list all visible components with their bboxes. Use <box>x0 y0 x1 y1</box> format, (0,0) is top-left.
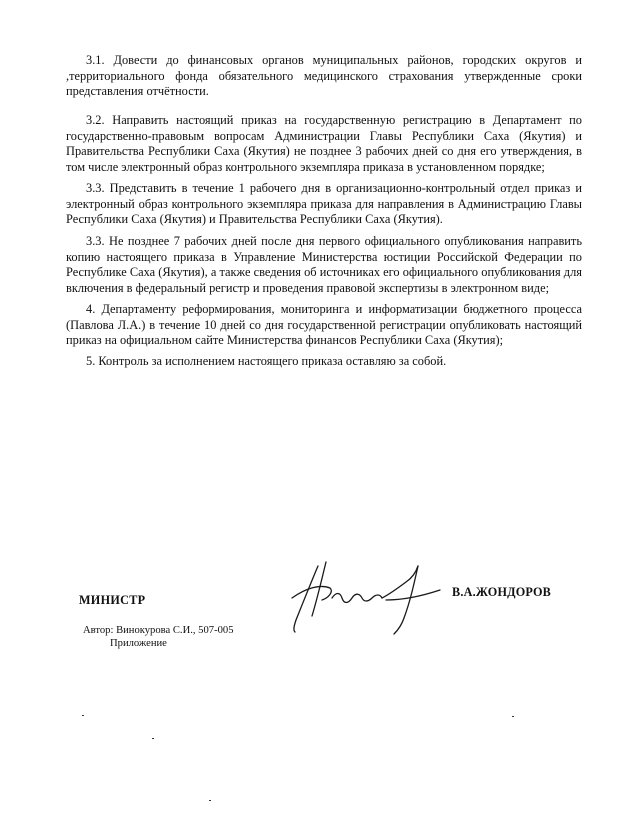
paragraph-3-3-publish: 3.3. Не позднее 7 рабочих дней после дня первого официального опубликования направить копию настоящего приказа в Управление Министерства юстиции Российской Федерации по Республике Саха (Якутия), а также сведения об источниках его официального опубликования для включения в федеральный регистр и проведения правовой экспертизы в электронном виде; <box>66 234 582 295</box>
paragraph-3-1: 3.1. Довести до финансовых органов муниципальных районов, городских округов и ,территориального фонда обязательного медицинского страхования утвержденные сроки представления отчётности. <box>66 53 582 99</box>
paragraph-4: 4. Департаменту реформирования, мониторинга и информатизации бюджетного процесса (Павлова Л.А.) в течение 10 дней со дня государственной регистрации опубликовать настоящий приказ на официальном сайте Министерства финансов Республики Саха (Якутия); <box>66 302 582 348</box>
handwritten-signature-icon <box>282 558 452 638</box>
paragraph-5: 5. Контроль за исполнением настоящего приказа оставляю за собой. <box>86 354 447 368</box>
signatory-title: МИНИСТР <box>79 593 146 607</box>
scan-speck <box>512 716 514 717</box>
scan-speck <box>82 715 84 716</box>
signatory-name: В.А.ЖОНДОРОВ <box>452 585 551 599</box>
attachment-label: Приложение <box>110 638 167 649</box>
scan-speck <box>209 800 211 801</box>
paragraph-3-3-submit: 3.3. Представить в течение 1 рабочего дня в организационно-контрольный отдел приказ и электронный образ контрольного экземпляра приказа для направления в Администрацию Главы Республики Саха (Якутия) и Правительства Республики Саха (Якутия). <box>66 181 582 227</box>
author-line: Автор: Винокурова С.И., 507-005 <box>83 625 234 636</box>
paragraph-3-2: 3.2. Направить настоящий приказ на государственную регистрацию в Департамент по государственно-правовым вопросам Администрации Главы Республики Саха (Якутия) и Правительства Республики Саха (Якутия) не позднее 3 рабочих дней со дня его утверждения, в том числе электронный образ контрольного экземпляра приказа в установленном порядке; <box>66 113 582 174</box>
scan-speck <box>152 738 154 739</box>
